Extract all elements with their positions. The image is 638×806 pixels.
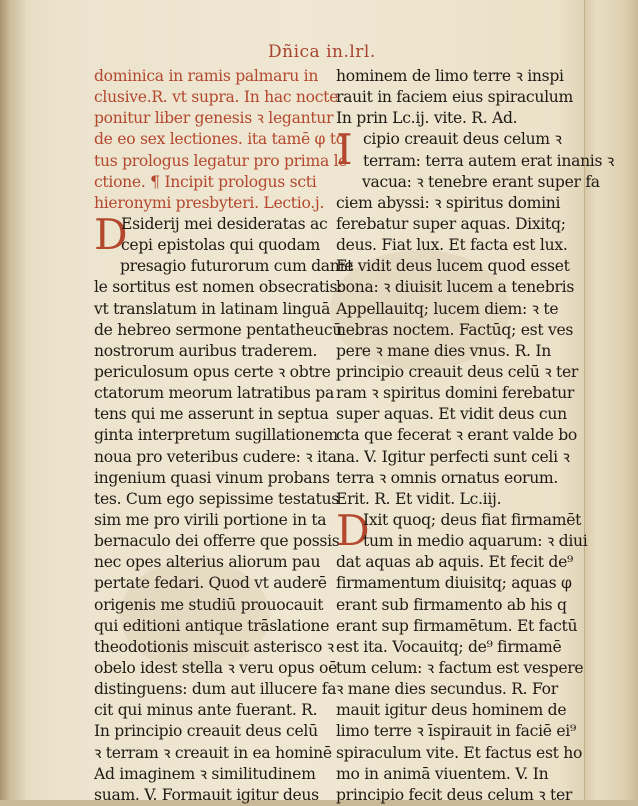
- text-line: [94, 489, 339, 510]
- text-line-content: ꝛ mane dies secundus. R. For: [336, 680, 558, 699]
- text-line: [336, 214, 568, 235]
- text-line: [336, 383, 575, 404]
- text-line: [94, 785, 326, 806]
- text-line: [336, 256, 568, 277]
- text-line-content: In principio creauit deus celū: [94, 722, 318, 741]
- text-line: [94, 425, 338, 446]
- text-line-content: noua pro veteribus cudere: ꝛ ita: [94, 447, 337, 466]
- text-line: [336, 489, 568, 510]
- text-line: [94, 299, 331, 320]
- text-line-content: clusive.R. vt supra. In hac nocte: [94, 88, 339, 107]
- text-line: [94, 193, 326, 214]
- text-line: [94, 552, 326, 573]
- text-line: [336, 235, 568, 256]
- text-line: [336, 129, 568, 150]
- text-line: [336, 277, 575, 298]
- text-line: [94, 679, 337, 700]
- text-line: [336, 341, 568, 362]
- text-line-content: ferebatur super aquas. Dixitq;: [336, 214, 566, 233]
- text-line: [94, 151, 348, 172]
- text-line-content: Et vidit deus lucem quod esset: [336, 257, 570, 276]
- text-line: [94, 320, 343, 341]
- text-line-content: na. V. Igitur perfecti sunt celi ꝛ: [336, 447, 570, 466]
- text-line-content: dat aquas ab aquis. Et fecit de⁹: [336, 553, 573, 572]
- text-line: [94, 468, 330, 489]
- text-line: [94, 404, 329, 425]
- text-line: [336, 637, 568, 658]
- text-line-content: pertate fedari. Quod vt auderē: [94, 574, 327, 593]
- text-line: [94, 277, 343, 298]
- text-line-content: erant sup firmamētum. Et factū: [336, 616, 578, 635]
- text-line-content: ponitur liber genesis ꝛ legantur: [94, 109, 334, 128]
- text-line: [94, 66, 326, 87]
- text-line-content: theodotionis miscuit asterisco ꝛ: [94, 637, 334, 656]
- text-line: [94, 510, 326, 531]
- text-line-content: periculosum opus certe ꝛ obtre: [94, 362, 331, 381]
- text-line-content: rauit in faciem eius spiraculum: [336, 88, 573, 107]
- text-line: [336, 193, 568, 214]
- text-line: [94, 214, 326, 235]
- text-line: [94, 721, 326, 742]
- text-line-content: principio fecit deus celum ꝛ ter: [336, 785, 573, 804]
- text-line-content: ctione. ¶ Incipit prologus scti: [94, 172, 317, 191]
- text-line: [336, 510, 582, 531]
- text-line-content: tes. Cum ego sepissime testatus: [94, 489, 339, 508]
- text-line-content: tus prologus legatur pro prima le: [94, 151, 348, 170]
- text-line: [336, 679, 568, 700]
- text-line-content: dominica in ramis palmaru in: [94, 67, 319, 85]
- text-line: [336, 552, 573, 573]
- text-line: [336, 658, 584, 679]
- text-column-left: [94, 66, 354, 806]
- text-line: [336, 404, 568, 425]
- text-line: [336, 700, 568, 721]
- binding-gutter: [0, 0, 26, 800]
- text-line: [94, 616, 330, 637]
- text-line-content: Erit. R. Et vidit. Lc.iij.: [336, 489, 502, 508]
- text-line-content: hieronymi presbyteri. Lectio.j.: [94, 193, 325, 212]
- text-line-content: Appellauitq; lucem diem: ꝛ te: [336, 299, 559, 318]
- text-line-content: super aquas. Et vidit deus cun: [336, 405, 567, 424]
- text-line: [94, 573, 326, 594]
- text-line: [336, 764, 568, 785]
- text-line-content: suam. V. Formauit igitur deus: [94, 785, 319, 804]
- text-line-content: ciem abyssi: ꝛ spiritus domini: [336, 193, 561, 212]
- text-line-content: qui editioni antique trāslatione: [94, 616, 330, 635]
- text-line-content: tum celum: ꝛ factum est vespere: [336, 658, 584, 677]
- text-line: [94, 383, 334, 404]
- text-line-content: obelo idest stella ꝛ veru opus oē: [94, 658, 338, 677]
- text-line: [94, 256, 354, 277]
- text-line: [94, 341, 326, 362]
- text-line: [336, 447, 568, 468]
- text-line-content: terra ꝛ omnis ornatus eorum.: [336, 468, 559, 487]
- text-line-content: spiraculum vite. Et factus est ho: [336, 743, 583, 762]
- text-line: [336, 595, 568, 616]
- text-line-content: In prin Lc.ij. vite. R. Ad.: [336, 109, 518, 128]
- running-head: Dñica in.lrl.: [268, 42, 376, 62]
- faint-marginal-note: [118, 44, 178, 56]
- text-line-content: origenis me studiū prouocauit: [94, 595, 324, 614]
- text-line-content: principio creauit deus celū ꝛ ter: [336, 362, 579, 381]
- text-line: [336, 151, 614, 172]
- text-line-content: cit qui minus ante fuerant. R.: [94, 701, 318, 720]
- text-line: [336, 66, 568, 87]
- text-line: [94, 235, 326, 256]
- drop-initial: D: [94, 209, 128, 259]
- text-line-content: nebras noctem. Factūq; est ves: [336, 320, 574, 339]
- text-line: [94, 129, 345, 150]
- text-line: [336, 87, 573, 108]
- text-line-content: tens qui me asserunt in septua: [94, 405, 329, 424]
- text-line: [94, 743, 332, 764]
- text-line-content: distinguens: dum aut illucere fa: [94, 680, 337, 699]
- text-line: [94, 447, 337, 468]
- text-line: [336, 616, 578, 637]
- text-line: [336, 785, 573, 806]
- text-line-content: nostrorum auribus traderem.: [94, 341, 318, 360]
- text-line-content: ctatorum meorum latratibus pa: [94, 384, 334, 403]
- text-line-content: cipio creauit deus celum ꝛ: [363, 130, 562, 149]
- text-line-content: limo terre ꝛ īspirauit in faciē ei⁹: [336, 722, 576, 741]
- text-line-content: mauit igitur deus hominem de: [336, 701, 567, 720]
- text-line: [336, 468, 568, 489]
- text-line-content: ginta interpretum sugillationem: [94, 426, 338, 445]
- text-line-content: de eo sex lectiones. ita tamē φ to: [94, 130, 345, 149]
- drop-initial: D: [336, 505, 370, 555]
- text-line: [94, 700, 326, 721]
- text-line-content: deus. Fiat lux. Et facta est lux.: [336, 236, 568, 255]
- text-line: [336, 531, 588, 552]
- text-line-content: ram ꝛ spiritus domini ferebatur: [336, 384, 575, 403]
- text-line-content: firmamentum diuisitq; aquas φ: [336, 574, 572, 593]
- text-line-content: Esiderij mei desideratas ac: [121, 214, 328, 233]
- text-line-content: vacua: ꝛ tenebre erant super fa: [362, 172, 600, 191]
- text-line-content: presagio futurorum cum danie: [120, 257, 354, 276]
- text-column-right: [336, 66, 614, 806]
- text-line: [336, 108, 568, 129]
- text-line-content: ingenium quasi vinum probans: [94, 468, 330, 487]
- text-line: [94, 172, 326, 193]
- text-line-content: pere ꝛ mane dies vnus. R. In: [336, 341, 551, 360]
- text-line-content: nec opes alterius aliorum pau: [94, 553, 321, 572]
- text-line: [94, 108, 334, 129]
- text-line-content: erant sub firmamento ab his q: [336, 595, 567, 614]
- text-line-content: sim me pro virili portione in ta: [94, 510, 327, 529]
- text-line: [336, 172, 600, 193]
- text-line-content: hominem de limo terre ꝛ inspi: [336, 67, 564, 85]
- text-line: [94, 764, 326, 785]
- text-line: [336, 425, 578, 446]
- text-line-content: bona: ꝛ diuisit lucem a tenebris: [336, 278, 575, 297]
- text-line: [336, 743, 583, 764]
- text-line-content: de hebreo sermone pentatheucū: [94, 320, 343, 339]
- text-line: [336, 573, 572, 594]
- text-line: [336, 721, 576, 742]
- text-line-content: terram: terra autem erat inanis ꝛ: [363, 151, 614, 170]
- text-line-content: bernaculo dei offerre que possis: [94, 532, 340, 551]
- text-line-content: le sortitus est nomen obsecratis:: [94, 278, 343, 297]
- text-line-content: Ixit quoq; deus fiat firmamēt: [363, 510, 582, 529]
- text-line-content: cepi epistolas qui quodam: [121, 236, 320, 255]
- text-line-content: ꝛ terram ꝛ creauit in ea hominē: [94, 743, 332, 762]
- text-line-content: tum in medio aquarum: ꝛ diui: [363, 532, 588, 551]
- text-line-content: vt translatum in latinam linguā: [94, 299, 331, 318]
- text-line-content: mo in animā viuentem. V. In: [336, 764, 549, 783]
- text-line: [94, 362, 331, 383]
- text-line: [94, 658, 338, 679]
- drop-initial: I: [336, 125, 353, 175]
- text-line: [336, 320, 574, 341]
- text-line-content: est ita. Vocauitq; de⁹ firmamē: [336, 637, 562, 656]
- text-line: [94, 531, 340, 552]
- text-line: [336, 299, 568, 320]
- text-line-content: Ad imaginem ꝛ similitudinem: [94, 764, 316, 783]
- text-line: [94, 87, 339, 108]
- text-line-content: cta que fecerat ꝛ erant valde bo: [336, 426, 578, 445]
- text-line: [94, 637, 334, 658]
- text-line: [94, 595, 326, 616]
- text-line: [336, 362, 579, 383]
- adjacent-page-edge: [584, 0, 638, 800]
